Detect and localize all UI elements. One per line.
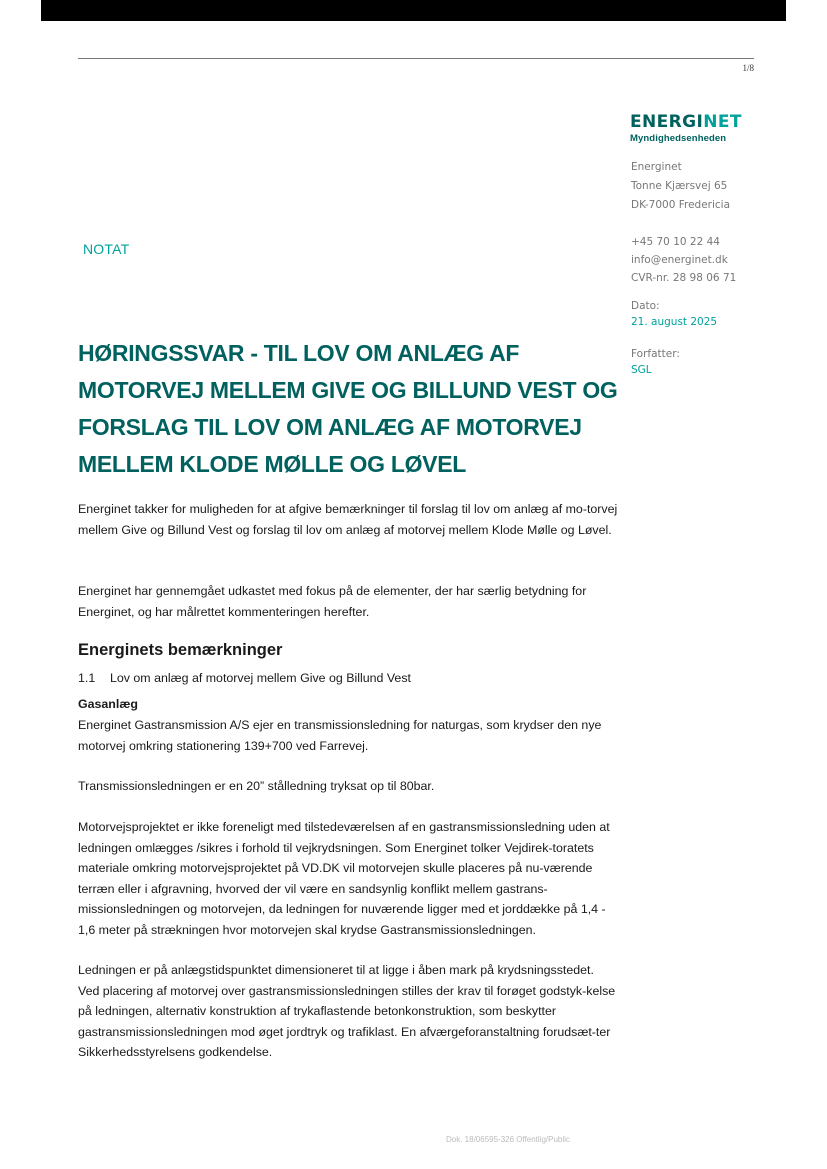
- section-paragraph-3: Motorvejsprojektet er ikke foreneligt med tilstedeværelsen af en gastransmissionsledning uden at ledningen omlægges /sikres i forhold til vejkrydsningen. Som Energinet tolker Vejdirek-toratets materiale omkring motorvejsprojektet på VD.DK vil motorvejen skulle placeres på nu-værende terræn eller i afgravning, hvorved der vil være en sandsynlig konflikt mellem gastrans-missionsledningen og motorvejen, da ledningen for nuværende ligger med et jorddække på 1,4 - 1,6 meter på strækningen hvor motorvejen skal krydse Gastransmissionsledningen.: [78, 820, 610, 937]
- header-divider: [78, 58, 754, 59]
- page-number: 1/8: [742, 63, 754, 73]
- document-footer: Dok. 18/06595-326 Offentlig/Public: [446, 1135, 570, 1144]
- sender-company: Energinet: [631, 161, 682, 173]
- subsection-number: 1.1: [78, 671, 96, 685]
- date-label: Dato:: [631, 300, 660, 312]
- sender-email: info@energinet.dk: [631, 254, 728, 266]
- document-type: NOTAT: [83, 241, 130, 257]
- sender-cvr: CVR-nr. 28 98 06 71: [631, 272, 737, 284]
- intro-paragraph-1: Energinet takker for muligheden for at afgive bemærkninger til forslag til lov om anlæg af mo-torvej mellem Give og Billund Vest og forslag til lov om anlæg af motorvej mellem Klode Mølle og Løvel.: [78, 502, 618, 537]
- top-black-band: [41, 0, 786, 21]
- intro-paragraph-2: Energinet har gennemgået udkastet med fokus på de elementer, der har særlig betydning for Energinet, og har målrettet kommenteringen herefter.: [78, 584, 587, 619]
- subsection-title: Lov om anlæg af motorvej mellem Give og Billund Vest: [110, 671, 411, 685]
- sender-street: Tonne Kjærsvej 65: [631, 180, 728, 192]
- section-paragraph-1: Energinet Gastransmission A/S ejer en transmissionsledning for naturgas, som krydser den nye motorvej omkring stationering 139+700 ved Farrevej.: [78, 718, 602, 753]
- date-value: 21. august 2025: [631, 316, 718, 328]
- section-paragraph-2: Transmissionsledningen er en 20” stålledning tryksat op til 80bar.: [78, 779, 435, 793]
- energinet-logo: [630, 113, 742, 144]
- section-heading: Energinets bemærkninger: [78, 641, 283, 659]
- subsection-heading: [78, 671, 411, 685]
- document-title: HØRINGSSVAR - TIL LOV OM ANLÆG AF MOTORVEJ MELLEM GIVE OG BILLUND VEST OG FORSLAG TIL LOV OM ANLÆG AF MOTORVEJ MELLEM KLODE MØLLE OG LØVEL: [78, 340, 618, 477]
- logo-wordmark: ENERGINET: [630, 112, 742, 132]
- gas-installation-heading: Gasanlæg: [78, 697, 138, 711]
- logo-subtitle: Myndighedsenheden: [630, 133, 727, 144]
- author-value: SGL: [631, 364, 652, 376]
- section-paragraph-4: Ledningen er på anlægstidspunktet dimensioneret til at ligge i åben mark på krydsningsstedet. Ved placering af motorvej over gastransmissionsledningen stilles der krav til forøget godstyk-kelse på ledningen, alternativ konstruktion af trykaflastende betonkonstruktion, som beskytter gastransmissionsledningen mod øget jordtryk og trafiklast. En afværgeforanstaltning forudsæt-ter Sikkerhedsstyrelsens godkendelse.: [78, 963, 616, 1059]
- sender-phone: +45 70 10 22 44: [631, 236, 720, 248]
- author-label: Forfatter:: [631, 348, 680, 360]
- sender-city: DK-7000 Fredericia: [631, 199, 731, 211]
